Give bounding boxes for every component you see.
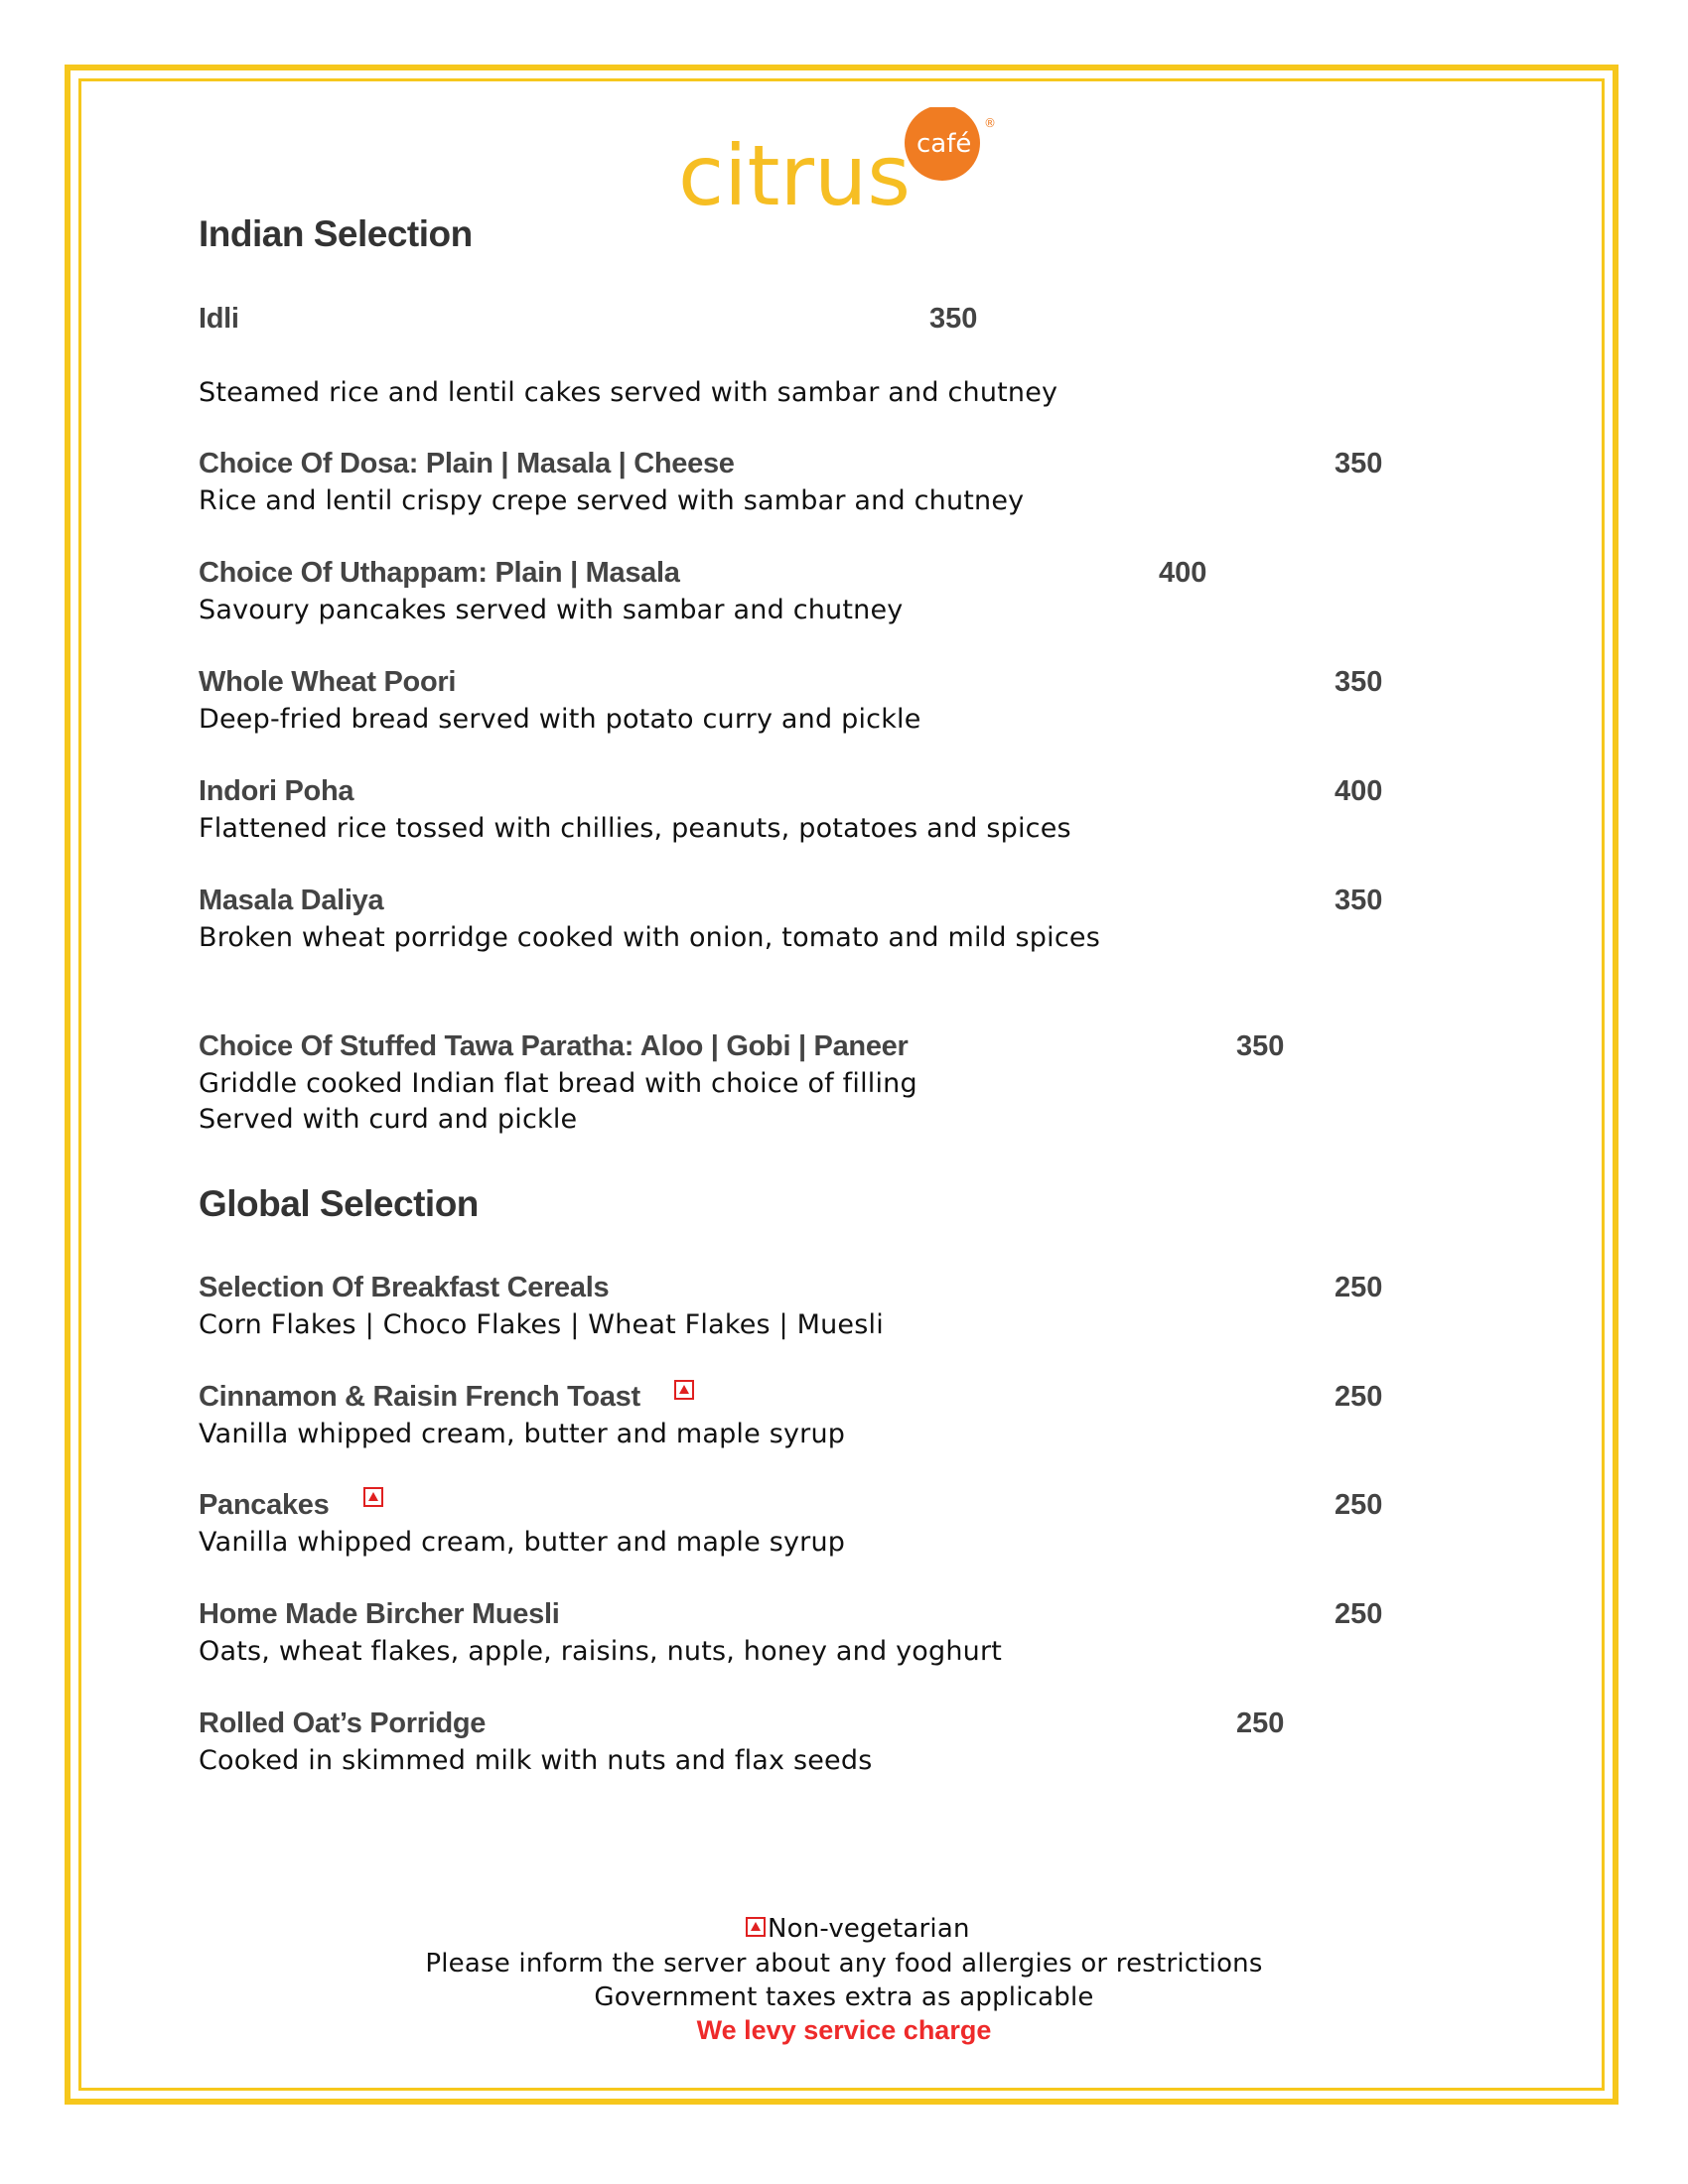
footer-taxes-note: Government taxes extra as applicable [594,1982,1094,2012]
footer-service-charge: We levy service charge [696,2015,992,2045]
item-desc-dosa: Rice and lentil crispy crepe served with sambar and chutney [199,485,1025,516]
item-desc-porridge: Cooked in skimmed milk with nuts and flax seeds [199,1745,873,1776]
item-name-bircher-muesli: Home Made Bircher Muesli [199,1598,560,1630]
citrus-cafe-logo [678,107,1006,226]
item-desc-french-toast: Vanilla whipped cream, butter and maple syrup [199,1419,846,1449]
footer-legend [746,1914,970,1944]
item-price-porridge: 250 [1236,1707,1285,1739]
item-name-poha: Indori Poha [199,775,354,807]
item-desc-pancakes: Vanilla whipped cream, butter and maple syrup [199,1527,846,1558]
item-price-uthappam: 400 [1159,557,1207,589]
item-desc-uthappam: Savoury pancakes served with sambar and chutney [199,595,904,625]
section-title-global: Global Selection [199,1183,479,1224]
item-name-paratha: Choice Of Stuffed Tawa Paratha: Aloo | Gobi | Paneer [199,1030,909,1062]
item-name-pancakes: Pancakes [199,1489,330,1521]
item-price-idli: 350 [929,303,978,335]
item-name-poori: Whole Wheat Poori [199,666,457,698]
section-title-indian: Indian Selection [199,213,473,254]
logo-registered-mark: ® [984,116,996,130]
item-price-paratha: 350 [1236,1030,1285,1062]
item-price-dosa: 350 [1335,448,1383,479]
logo-wordmark: citrus [678,127,911,224]
item-desc-cereals: Corn Flakes | Choco Flakes | Wheat Flakes | Muesli [199,1309,884,1340]
item-price-daliya: 350 [1335,885,1383,916]
item-name-french-toast: Cinnamon & Raisin French Toast [199,1381,640,1413]
item-price-bircher-muesli: 250 [1335,1598,1383,1630]
non-veg-icon [746,1917,766,1937]
item-desc-idli: Steamed rice and lentil cakes served with sambar and chutney [199,377,1058,408]
item-name-cereals: Selection Of Breakfast Cereals [199,1272,610,1303]
item-price-poori: 350 [1335,666,1383,698]
item-name-dosa: Choice Of Dosa: Plain | Masala | Cheese [199,448,735,479]
non-veg-icon [674,1380,694,1400]
item-desc-daliya: Broken wheat porridge cooked with onion, tomato and mild spices [199,922,1100,953]
item-price-cereals: 250 [1335,1272,1383,1303]
footer-legend-text: Non-vegetarian [768,1914,970,1944]
item-name-porridge: Rolled Oat’s Porridge [199,1707,487,1739]
item-desc-paratha-line1: Griddle cooked Indian flat bread with choice of filling [199,1068,917,1099]
item-name-idli: Idli [199,303,239,335]
footer-allergy-note: Please inform the server about any food allergies or restrictions [425,1949,1263,1979]
item-desc-poori: Deep-fried bread served with potato curry and pickle [199,704,921,735]
item-desc-paratha-line2: Served with curd and pickle [199,1104,578,1135]
item-desc-bircher-muesli: Oats, wheat flakes, apple, raisins, nuts, honey and yoghurt [199,1636,1003,1667]
item-desc-poha: Flattened rice tossed with chillies, peanuts, potatoes and spices [199,813,1071,844]
item-price-poha: 400 [1335,775,1383,807]
item-name-uthappam: Choice Of Uthappam: Plain | Masala [199,557,680,589]
item-price-french-toast: 250 [1335,1381,1383,1413]
logo-cafe-text: café [916,129,972,159]
item-name-daliya: Masala Daliya [199,885,384,916]
item-price-pancakes: 250 [1335,1489,1383,1521]
non-veg-icon [363,1487,383,1507]
